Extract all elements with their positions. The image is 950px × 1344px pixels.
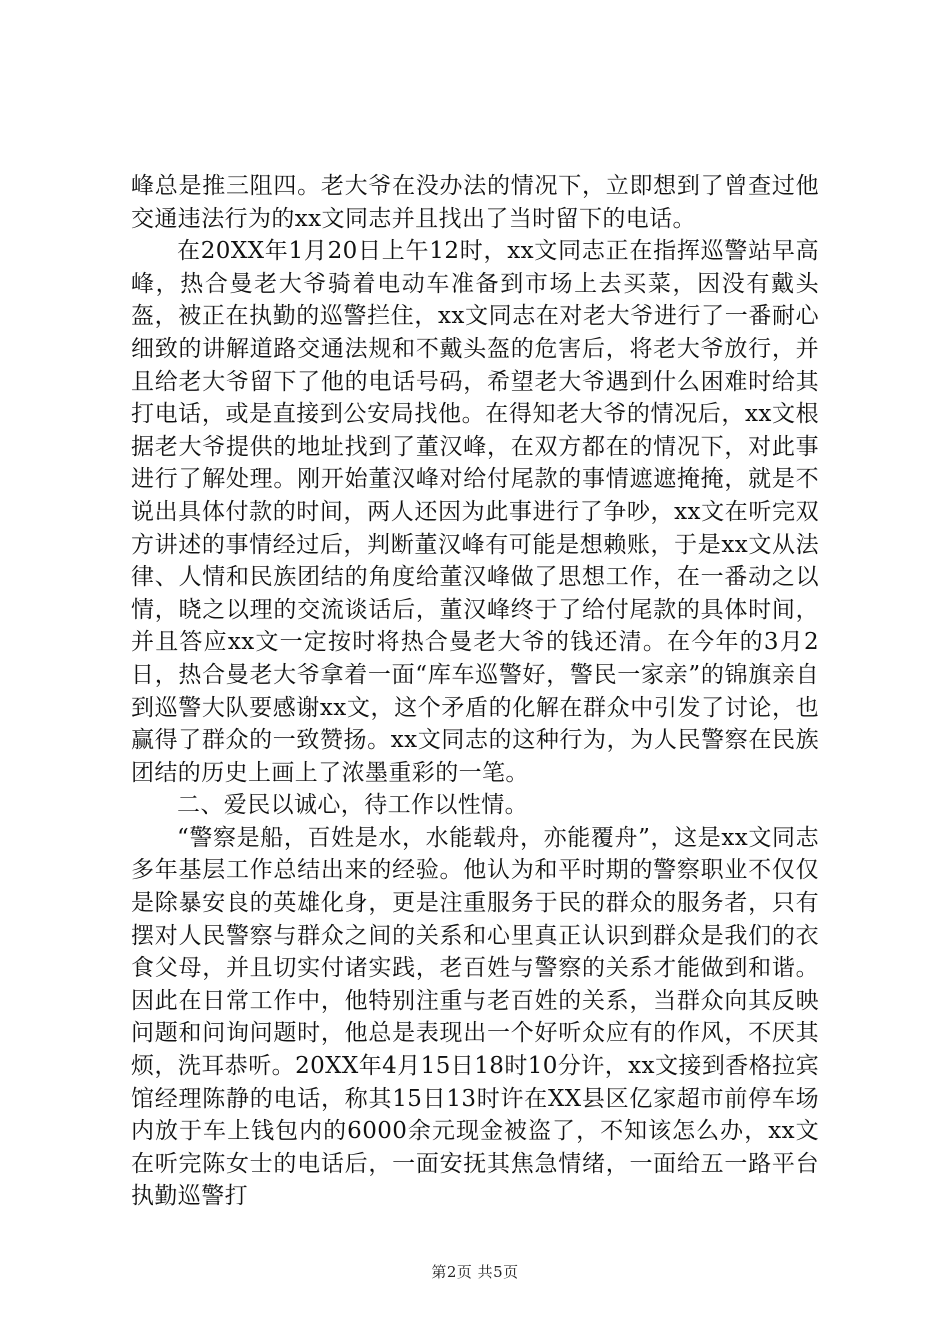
document-body: [131, 170, 819, 1213]
paragraph-incident: 在20XX年1月20日上午12时，xx文同志正在指挥巡警站早高峰，热合曼老大爷骑着电动车准备到市场上去买菜，因没有戴头盔，被正在执勤的巡警拦住，xx文同志在对老大爷进行了一番耐心细致的讲解道路交通法规和不戴头盔的危害后，将老大爷放行，并且给老大爷留下了他的电话号码，希望老大爷遇到什么困难时给其打电话，或是直接到公安局找他。在得知老大爷的情况后，xx文根据老大爷提供的地址找到了董汉峰，在双方都在的情况下，对此事进行了解处理。刚开始董汉峰对给付尾款的事情遮遮掩掩，就是不说出具体付款的时间，两人还因为此事进行了争吵，xx文在听完双方讲述的事情经过后，判断董汉峰有可能是想赖账，于是xx文从法律、人情和民族团结的角度给董汉峰做了思想工作，在一番动之以情，晓之以理的交流谈话后，董汉峰终于了给付尾款的具体时间，并且答应xx文一定按时将热合曼老大爷的钱还清。在今年的3月2日，热合曼老大爷拿着一面“库车巡警好，警民一家亲”的锦旗亲自到巡警大队要感谢xx文，这个矛盾的化解在群众中引发了讨论，也赢得了群众的一致赞扬。xx文同志的这种行为，为人民警察在民族团结的历史上画上了浓墨重彩的一笔。: [131, 238, 819, 786]
paragraph-service: “警察是船，百姓是水，水能载舟，亦能覆舟”，这是xx文同志多年基层工作总结出来的经验。他认为和平时期的警察职业不仅仅是除暴安良的英雄化身，更是注重服务于民的群众的服务者，只有摆对人民警察与群众之间的关系和心里真正认识到群众是我们的衣食父母，并且切实付诸实践，老百姓与警察的关系才能做到和谐。因此在日常工作中，他特别注重与老百姓的关系，当群众向其反映问题和问询问题时，他总是表现出一个好听众应有的作风，不厌其烦，洗耳恭听。20XX年4月15日18时10分许，xx文接到香格拉宾馆经理陈静的电话，称其15日13时许在XX县区亿家超市前停车场内放于车上钱包内的6000余元现金被盗了，不知该怎么办，xx文在听完陈女士的电话后，一面安抚其焦急情绪，一面给五一路平台执勤巡警打: [131, 824, 819, 1210]
section-heading: 二、爱民以诚心，待工作以性情。: [177, 792, 528, 819]
paragraph-continuation: 峰总是推三阻四。老大爷在没办法的情况下，立即想到了曾查过他交通违法行为的xx文同志并且找出了当时留下的电话。: [131, 173, 819, 232]
page-number-footer: 第2页 共5页: [431, 1263, 519, 1281]
